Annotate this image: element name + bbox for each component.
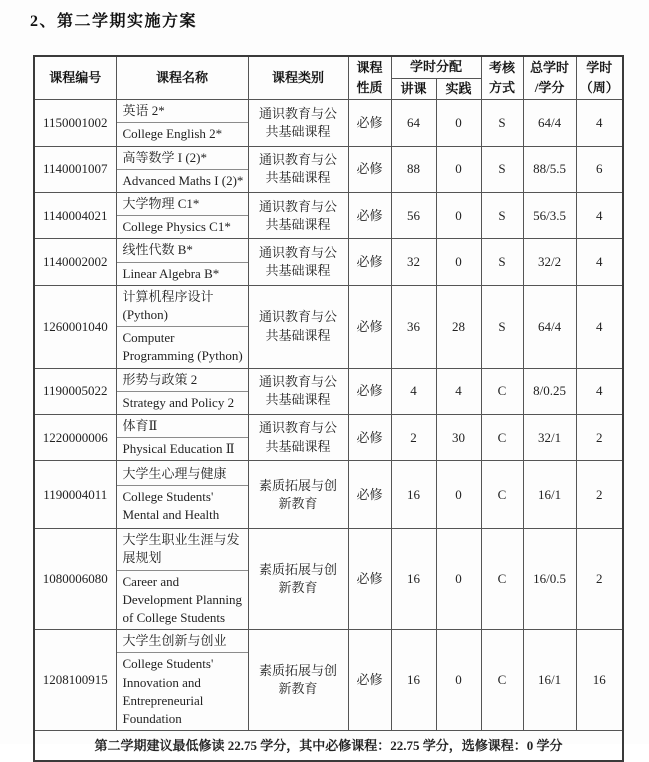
- course-name-cell: [116, 193, 248, 239]
- header-assessment-line1: 考核: [489, 60, 516, 75]
- practice-hours-cell: 30: [436, 414, 481, 460]
- assessment-method-cell: S: [481, 193, 523, 239]
- header-course-category: 课程类别: [248, 56, 348, 100]
- total-hours-credits-cell: 64/4: [523, 285, 576, 368]
- total-hours-credits-cell: 16/1: [523, 630, 576, 731]
- practice-hours-cell: 0: [436, 630, 481, 731]
- table-row: [34, 193, 623, 239]
- practice-hours-cell: 0: [436, 529, 481, 630]
- assessment-method-cell: C: [481, 368, 523, 414]
- course-name-cell: [116, 630, 248, 731]
- table-row: [34, 461, 623, 529]
- course-id-cell: 1150001002: [34, 100, 116, 146]
- practice-hours-cell: 28: [436, 285, 481, 368]
- header-course-nature-line2: 性质: [356, 80, 383, 96]
- course-name-cell: [116, 529, 248, 630]
- course-name-cell: [116, 285, 248, 368]
- course-name-chinese: 体育Ⅱ: [117, 415, 248, 438]
- page-title: 2、第二学期实施方案: [30, 13, 198, 30]
- practice-hours-cell: 0: [436, 461, 481, 529]
- table-row: [34, 630, 623, 731]
- practice-hours-cell: 0: [436, 146, 481, 192]
- course-nature-cell: 必修: [348, 146, 391, 192]
- weekly-hours-cell: 4: [576, 285, 623, 368]
- semester-credit-summary: 第二学期建议最低修读 22.75 学分，其中必修课程：22.75 学分，选修课程：0 学分: [34, 731, 623, 762]
- assessment-method-cell: S: [481, 146, 523, 192]
- course-nature-cell: 必修: [348, 414, 391, 460]
- assessment-method-cell: C: [481, 630, 523, 731]
- header-course-id: 课程编号: [34, 56, 116, 100]
- course-id-cell: 1190005022: [34, 368, 116, 414]
- weekly-hours-cell: 4: [576, 100, 623, 146]
- header-assessment-line2: 方式: [489, 80, 516, 96]
- lecture-hours-cell: 16: [391, 529, 436, 630]
- header-weekly-line1: 学时: [586, 60, 613, 75]
- total-hours-credits-cell: 32/2: [523, 239, 576, 285]
- course-category-cell: 通识教育与公共基础课程: [248, 193, 348, 239]
- weekly-hours-cell: 6: [576, 146, 623, 192]
- course-category-cell: 通识教育与公共基础课程: [248, 239, 348, 285]
- header-practice-hours: 实践: [436, 78, 481, 100]
- table-row: [34, 529, 623, 630]
- total-hours-credits-cell: 88/5.5: [523, 146, 576, 192]
- course-name-english: Career and Development Planning of College Students: [122, 573, 243, 626]
- course-category-cell: 通识教育与公共基础课程: [248, 285, 348, 368]
- course-name-english: College Students' Mental and Health: [122, 489, 220, 523]
- practice-hours-cell: 0: [436, 193, 481, 239]
- course-id-cell: 1080006080: [34, 529, 116, 630]
- header-weekly-hours: [576, 56, 623, 100]
- course-name-english: College Students' Innovation and Entrepreneurial Foundation: [122, 656, 214, 726]
- lecture-hours-cell: 2: [391, 414, 436, 460]
- course-name-english: Advanced Maths I (2)*: [122, 172, 244, 188]
- header-course-nature-line1: 课程: [356, 60, 383, 75]
- total-hours-credits-cell: 32/1: [523, 414, 576, 460]
- course-name-chinese: 大学生职业生涯与发展规划: [117, 529, 248, 570]
- course-name-english: College English 2*: [122, 126, 223, 142]
- course-nature-cell: 必修: [348, 285, 391, 368]
- total-hours-credits-cell: 64/4: [523, 100, 576, 146]
- course-name-chinese: 大学生创新与创业: [117, 630, 248, 653]
- weekly-hours-cell: 4: [576, 368, 623, 414]
- lecture-hours-cell: 4: [391, 368, 436, 414]
- course-name-cell: [116, 100, 248, 146]
- course-id-cell: 1260001040: [34, 285, 116, 368]
- course-name-chinese: 线性代数 B*: [117, 239, 248, 262]
- course-schedule-table: [33, 55, 624, 762]
- course-name-cell: [116, 239, 248, 285]
- table-row: [34, 239, 623, 285]
- course-name-chinese: 计算机程序设计(Python): [117, 286, 248, 327]
- table-body: [34, 100, 623, 731]
- table-row: [34, 146, 623, 192]
- total-hours-credits-cell: 16/0.5: [523, 529, 576, 630]
- course-name-chinese: 大学物理 C1*: [117, 193, 248, 216]
- course-name-chinese: 高等数学 I (2)*: [117, 147, 248, 170]
- assessment-method-cell: C: [481, 529, 523, 630]
- course-name-english: Physical Education Ⅱ: [122, 441, 235, 457]
- header-total-line1: 总学时: [530, 60, 570, 75]
- table-header: [34, 56, 623, 100]
- course-category-cell: 通识教育与公共基础课程: [248, 414, 348, 460]
- header-total-line2: /学分: [534, 80, 565, 96]
- course-name-english: Computer Programming (Python): [122, 330, 243, 364]
- course-nature-cell: 必修: [348, 461, 391, 529]
- assessment-method-cell: C: [481, 414, 523, 460]
- course-name-english: College Physics C1*: [122, 219, 231, 235]
- course-name-chinese: 形势与政策 2: [117, 369, 248, 392]
- practice-hours-cell: 4: [436, 368, 481, 414]
- weekly-hours-cell: 4: [576, 239, 623, 285]
- course-name-cell: [116, 414, 248, 460]
- table-row: [34, 285, 623, 368]
- course-id-cell: 1140001007: [34, 146, 116, 192]
- lecture-hours-cell: 64: [391, 100, 436, 146]
- weekly-hours-cell: 2: [576, 461, 623, 529]
- assessment-method-cell: S: [481, 285, 523, 368]
- practice-hours-cell: 0: [436, 239, 481, 285]
- table-row: [34, 414, 623, 460]
- lecture-hours-cell: 16: [391, 461, 436, 529]
- lecture-hours-cell: 56: [391, 193, 436, 239]
- course-name-english: Strategy and Policy 2: [122, 394, 235, 410]
- course-category-cell: 通识教育与公共基础课程: [248, 100, 348, 146]
- course-name-cell: [116, 146, 248, 192]
- weekly-hours-cell: 2: [576, 414, 623, 460]
- header-weekly-line2: （周）: [579, 80, 619, 96]
- course-nature-cell: 必修: [348, 193, 391, 239]
- course-category-cell: 通识教育与公共基础课程: [248, 368, 348, 414]
- weekly-hours-cell: 2: [576, 529, 623, 630]
- practice-hours-cell: 0: [436, 100, 481, 146]
- course-nature-cell: 必修: [348, 239, 391, 285]
- course-id-cell: 1190004011: [34, 461, 116, 529]
- course-category-cell: 素质拓展与创新教育: [248, 630, 348, 731]
- course-category-cell: 素质拓展与创新教育: [248, 461, 348, 529]
- lecture-hours-cell: 88: [391, 146, 436, 192]
- course-category-cell: 素质拓展与创新教育: [248, 529, 348, 630]
- course-name-cell: [116, 461, 248, 529]
- lecture-hours-cell: 16: [391, 630, 436, 731]
- header-course-nature: [348, 56, 391, 100]
- course-name-cell: [116, 368, 248, 414]
- assessment-method-cell: S: [481, 100, 523, 146]
- total-hours-credits-cell: 16/1: [523, 461, 576, 529]
- course-nature-cell: 必修: [348, 100, 391, 146]
- header-total-hours-credits: [523, 56, 576, 100]
- header-assessment-method: [481, 56, 523, 100]
- course-name-chinese: 英语 2*: [117, 100, 248, 123]
- weekly-hours-cell: 16: [576, 630, 623, 731]
- assessment-method-cell: S: [481, 239, 523, 285]
- course-id-cell: 1140002002: [34, 239, 116, 285]
- lecture-hours-cell: 36: [391, 285, 436, 368]
- weekly-hours-cell: 4: [576, 193, 623, 239]
- course-nature-cell: 必修: [348, 368, 391, 414]
- header-lecture-hours: 讲课: [391, 78, 436, 100]
- total-hours-credits-cell: 8/0.25: [523, 368, 576, 414]
- total-hours-credits-cell: 56/3.5: [523, 193, 576, 239]
- header-hours-allocation: 学时分配: [391, 56, 481, 78]
- course-category-cell: 通识教育与公共基础课程: [248, 146, 348, 192]
- table-row: [34, 100, 623, 146]
- course-id-cell: 1208100915: [34, 630, 116, 731]
- header-course-name: 课程名称: [116, 56, 248, 100]
- course-nature-cell: 必修: [348, 529, 391, 630]
- lecture-hours-cell: 32: [391, 239, 436, 285]
- course-nature-cell: 必修: [348, 630, 391, 731]
- table-row: [34, 368, 623, 414]
- course-id-cell: 1140004021: [34, 193, 116, 239]
- table-footer: [34, 731, 623, 762]
- assessment-method-cell: C: [481, 461, 523, 529]
- course-name-english: Linear Algebra B*: [122, 265, 220, 281]
- course-id-cell: 1220000006: [34, 414, 116, 460]
- course-name-chinese: 大学生心理与健康: [117, 463, 248, 486]
